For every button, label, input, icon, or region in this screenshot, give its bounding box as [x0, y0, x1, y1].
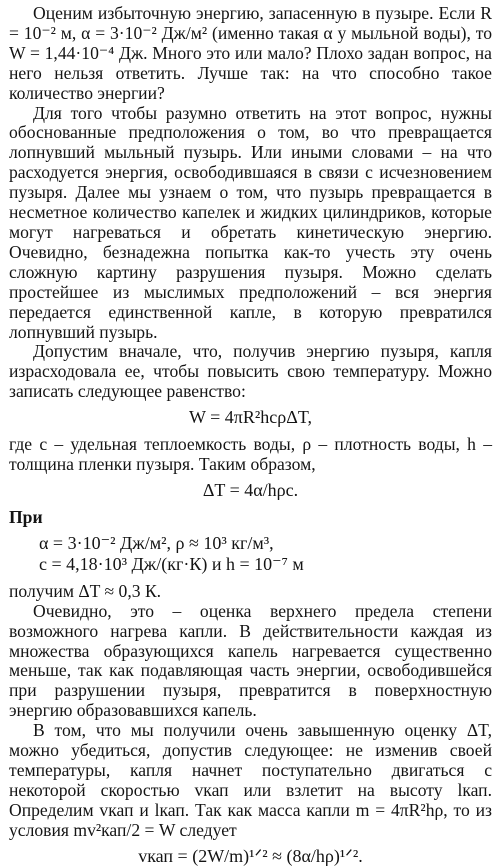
formula-energy-balance: W = 4πR²hcρΔT, — [188, 407, 312, 428]
paragraph-definitions: где c – удельная теплоемкость воды, ρ – плотность воды, h – толщина пленки пузыря. Таким образом, — [9, 434, 492, 475]
formula-given-values — [39, 533, 492, 575]
formula-given-line-1: α = 3·10⁻² Дж/м², ρ ≈ 10³ кг/м³, — [39, 532, 274, 553]
formula-given-line-2: c = 4,18·10³ Дж/(кг·К) и h = 10⁻⁷ м — [39, 553, 304, 574]
formula-delta-t: ΔT = 4α/hρc. — [202, 479, 299, 500]
paragraph-kinetic: В том, что мы получили очень завышенную оценку ΔT, можно убедиться, допустив следующее: не изменив своей температуры, капля начнет поступательно двигаться с некоторой скоростью vкап или взлетит на высоту lкап. Определим vкап и lкап. Так как масса капли m = 4πR²hρ, то из условия mv²кап/2 = W следует — [9, 720, 492, 840]
formula-velocity: vкап = (2W/m)¹ᐟ² ≈ (8α/hρ)¹ᐟ². — [138, 845, 363, 866]
paragraph-heating: Допустим вначале, что, получив энергию пузыря, капля израсходовала ее, чтобы повысить свою температуру. Можно записать следующее равенство: — [9, 341, 492, 402]
paragraph-given: При — [9, 506, 43, 527]
paragraph-assumptions: Для того чтобы разумно ответить на этот вопрос, нужны обоснованные предположения о том, во что превращается лопнувший мыльный пузырь. Или иными словами – на что расходуется энергия, освободившаяся в связи с исчезновением пузыря. Далее мы узнаем о том, что пузырь превращается в несметное количество капелек и жидких цилиндриков, которые могут нагреваться и обретать кинетическую энергию. Очевидно, безнадежна попытка как-то учесть эту очень сложную картину разрушения пузыря. Можно сделать простейшее из мыслимых предположений – вся энергия передается единственной капле, в которую превратился лопнувший пузырь. — [9, 102, 492, 342]
paragraph-upper-bound: Очевидно, это – оценка верхнего предела степени возможного нагрева капли. В действительности каждая из множества образующихся капель нагревается существенно меньше, так как подавляющая часть энергии, освободившейся при разрушении пузыря, превратится в поверхностную энергию образовавшихся капель. — [9, 600, 492, 721]
paragraph-result: получим ΔT ≈ 0,3 К. — [9, 580, 162, 601]
paragraph-energy-estimate: Оценим избыточную энергию, запасенную в пузыре. Если R = 10⁻² м, α = 3·10⁻² Дж/м² (именно такая α у мыльной воды), то W = 1,44·10⁻⁴ Дж. Много это или мало? Плохо задан вопрос, на него нельзя ответить. Лучше так: на что способно такое количество энергии? — [9, 3, 492, 103]
